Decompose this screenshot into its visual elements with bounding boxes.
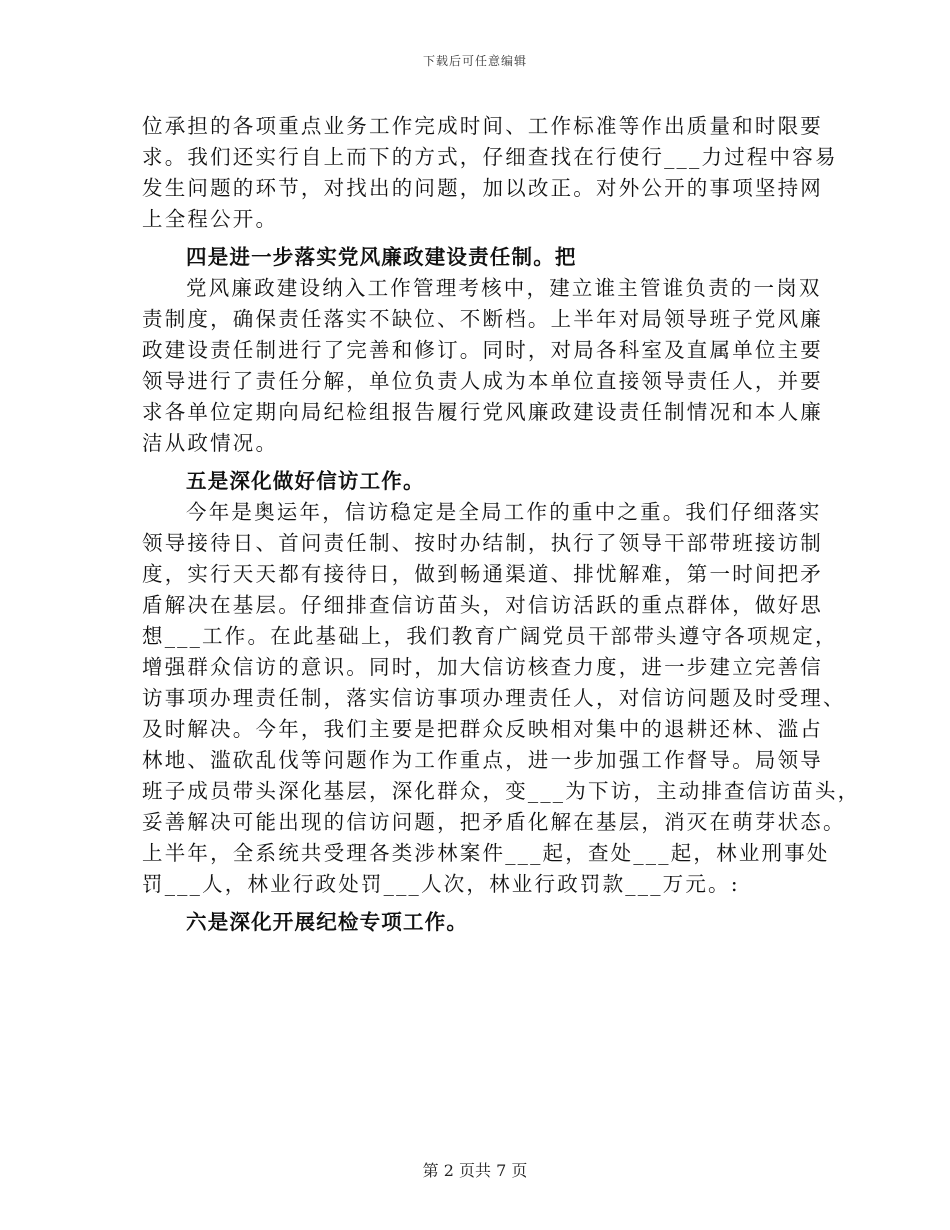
text-line: 党风廉政建设纳入工作管理考核中，建立谁主管谁负责的一岗双: [186, 276, 822, 300]
text-line: 位承担的各项重点业务工作完成时间、工作标准等作出质量和时限要: [142, 114, 823, 138]
section-heading: 四是进一步落实党风廉政建设责任制。把: [186, 245, 577, 269]
page-number: 第 2 页共 7 页: [422, 1161, 528, 1180]
text-line: 想___工作。在此基础上，我们教育广阔党员干部带头遵守各项规定，: [142, 624, 838, 648]
text-line: 领导进行了责任分解，单位负责人成为本单位直接领导责任人，并要: [142, 369, 823, 393]
text-line: 访事项办理责任制，落实信访事项办理责任人，对信访问题及时受理、: [142, 686, 846, 710]
text-line: 度，实行天天都有接待日，做到畅通渠道、排忧解难，第一时间把矛: [142, 562, 823, 586]
text-line: 妥善解决可能出现的信访问题，把矛盾化解在基层，消灭在萌芽状态。: [142, 810, 846, 834]
text-line: 罚___人，林业行政处罚___人次，林业行政罚款___万元。:: [142, 872, 740, 896]
document-body: [142, 111, 861, 938]
text-line: 上全程公开。: [142, 207, 279, 231]
section-heading: 六是深化开展纪检专项工作。: [186, 910, 469, 934]
section-heading: 五是深化做好信访工作。: [186, 469, 425, 493]
page-header: 下载后可任意编辑: [422, 54, 527, 68]
text-line: 班子成员带头深化基层，深化群众，变___为下访，主动排查信访苗头，: [142, 779, 861, 803]
text-line: 政建设责任制进行了完善和修订。同时，对局各科室及直属单位主要: [142, 338, 823, 362]
text-line: 及时解决。今年，我们主要是把群众反映相对集中的退耕还林、滥占: [142, 717, 823, 741]
text-line: 今年是奥运年，信访稳定是全局工作的重中之重。我们仔细落实: [186, 500, 822, 524]
text-line: 增强群众信访的意识。同时，加大信访核查力度，进一步建立完善信: [142, 655, 823, 679]
text-line: 领导接待日、首问责任制、按时办结制，执行了领导干部带班接访制: [142, 531, 823, 555]
text-line: 发生问题的环节，对找出的问题，加以改正。对外公开的事项坚持网: [142, 176, 823, 200]
text-line: 责制度，确保责任落实不缺位、不断档。上半年对局领导班子党风廉: [142, 307, 823, 331]
text-line: 洁从政情况。: [142, 431, 279, 455]
text-line: 上半年，全系统共受理各类涉林案件___起，查处___起，林业刑事处: [142, 841, 830, 865]
text-line: 盾解决在基层。仔细排查信访苗头，对信访活跃的重点群体，做好思: [142, 593, 823, 617]
text-line: 林地、滥砍乱伐等问题作为工作重点，进一步加强工作督导。局领导: [142, 748, 823, 772]
text-line: 求。我们还实行自上而下的方式，仔细查找在行使行___力过程中容易: [142, 145, 838, 169]
text-line: 求各单位定期向局纪检组报告履行党风廉政建设责任制情况和本人廉: [142, 400, 823, 424]
